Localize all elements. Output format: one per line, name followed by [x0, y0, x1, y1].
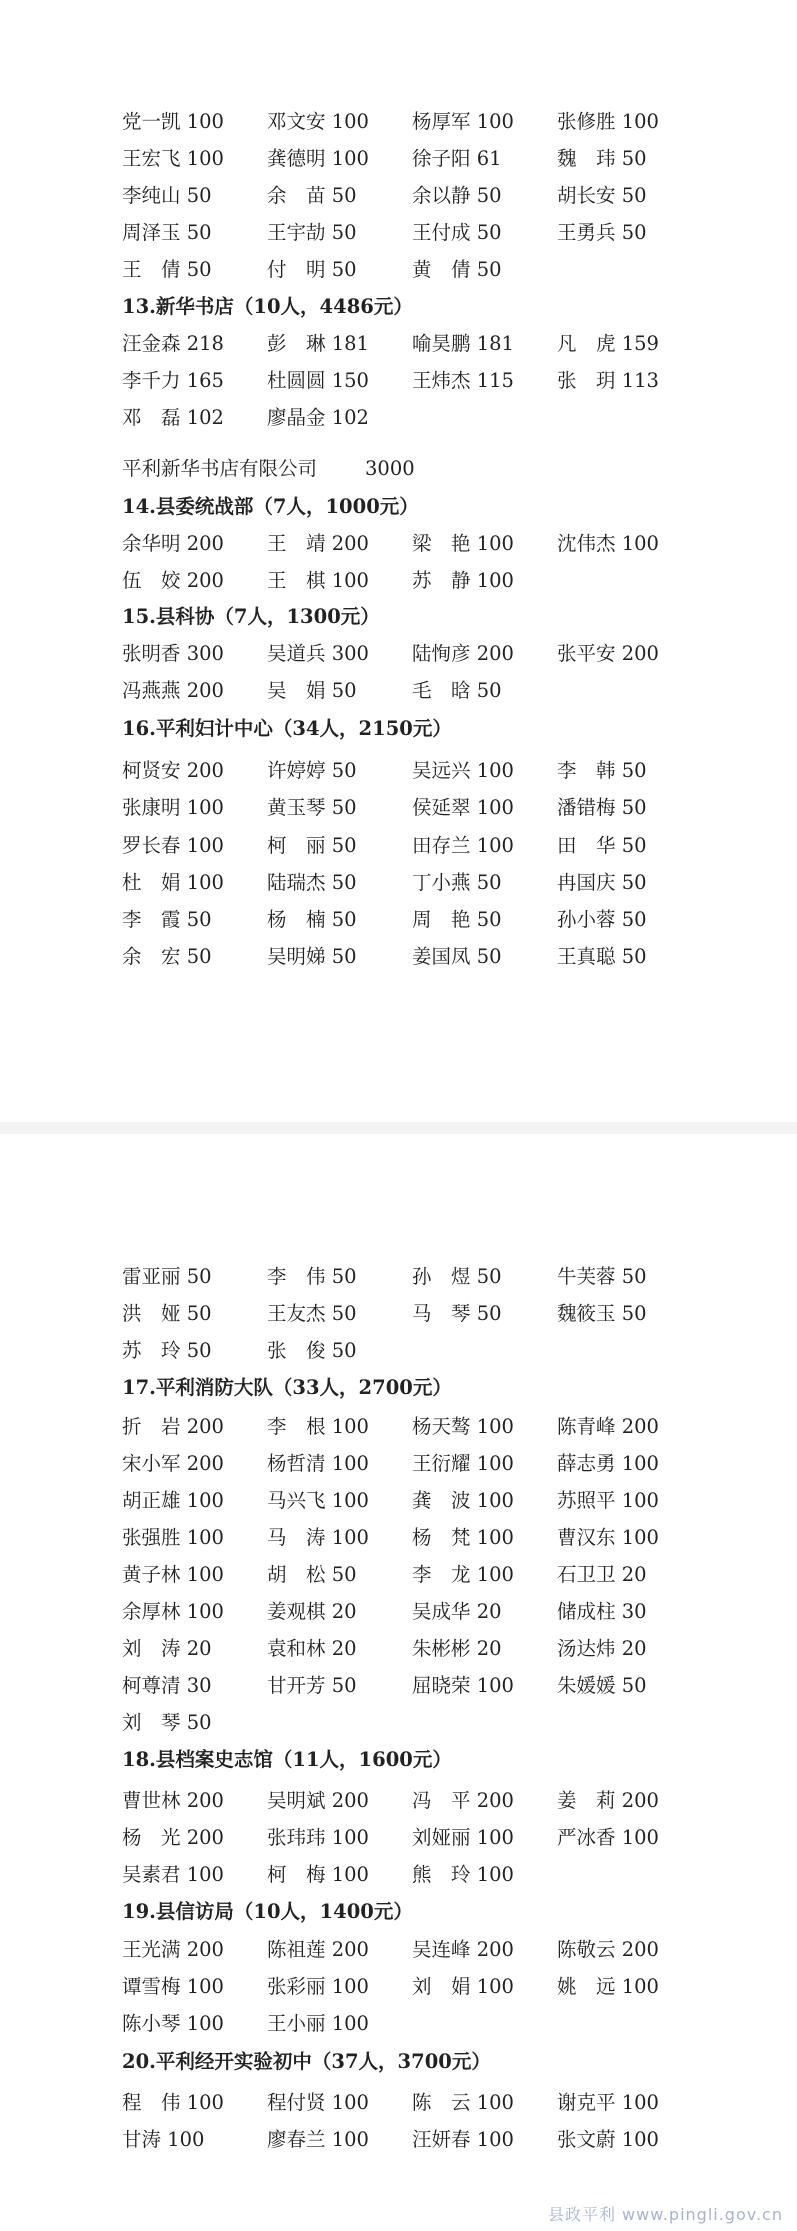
donor-entry: 陈小琴 100 [122, 2012, 224, 2035]
donor-entry: 李纯山 50 [122, 184, 212, 207]
donor-entry: 邓文安 100 [267, 110, 369, 133]
donor-entry: 汪金森 218 [122, 332, 224, 355]
donor-entry: 苏照平 100 [557, 1489, 659, 1512]
donor-entry: 王 棋 100 [267, 569, 369, 592]
donor-entry: 刘 娟 100 [412, 1975, 514, 1998]
donor-entry: 张康明 100 [122, 796, 224, 819]
donor-entry: 吴连峰 200 [412, 1938, 514, 1961]
donor-entry: 姜 莉 200 [557, 1789, 659, 1812]
donor-entry: 李千力 165 [122, 369, 224, 392]
donor-entry: 邓 磊 102 [122, 406, 224, 429]
section-heading: 15.县科协（7人，1300元） [122, 605, 380, 628]
donor-entry: 杨 光 200 [122, 1826, 224, 1849]
donor-entry: 杨厚军 100 [412, 110, 514, 133]
donor-entry: 龚 波 100 [412, 1489, 514, 1512]
donor-entry: 吴道兵 300 [267, 642, 369, 665]
donor-entry: 杜 娟 100 [122, 871, 224, 894]
donor-entry: 甘涛 100 [122, 2128, 205, 2151]
donor-entry: 洪 娅 50 [122, 1302, 212, 1325]
donor-entry: 王宇劼 50 [267, 221, 357, 244]
donor-entry: 储成柱 30 [557, 1600, 647, 1623]
donor-entry: 刘娅丽 100 [412, 1826, 514, 1849]
donor-entry: 张明香 300 [122, 642, 224, 665]
donor-entry: 甘开芳 50 [267, 1674, 357, 1697]
donor-entry: 程 伟 100 [122, 2091, 224, 2114]
donor-entry: 吴明娣 50 [267, 945, 357, 968]
donor-entry: 张文蔚 100 [557, 2128, 659, 2151]
donor-entry: 曹汉东 100 [557, 1526, 659, 1549]
donor-entry: 石卫卫 20 [557, 1563, 647, 1586]
donor-entry: 严冰香 100 [557, 1826, 659, 1849]
donor-entry: 谭雪梅 100 [122, 1975, 224, 1998]
donor-entry: 折 岩 200 [122, 1415, 224, 1438]
donor-entry: 薛志勇 100 [557, 1452, 659, 1475]
donor-entry: 杨天骜 100 [412, 1415, 514, 1438]
donor-entry: 黄子林 100 [122, 1563, 224, 1586]
donor-entry: 廖春兰 100 [267, 2128, 369, 2151]
donor-entry: 沈伟杰 100 [557, 532, 659, 555]
donor-entry: 屈晓荣 100 [412, 1674, 514, 1697]
donor-entry: 苏 玲 50 [122, 1339, 212, 1362]
donor-entry: 胡长安 50 [557, 184, 647, 207]
donor-entry: 喻昊鹏 181 [412, 332, 514, 355]
donor-entry: 吴素君 100 [122, 1863, 224, 1886]
donor-entry: 熊 玲 100 [412, 1863, 514, 1886]
donor-entry: 冯 平 200 [412, 1789, 514, 1812]
section-heading: 16.平利妇计中心（34人，2150元） [122, 717, 452, 740]
donor-entry: 李 龙 100 [412, 1563, 514, 1586]
donor-entry: 毛 晗 50 [412, 679, 502, 702]
site-watermark: 县政平利 www.pingli.gov.cn [547, 2205, 783, 2224]
donor-entry: 冉国庆 50 [557, 871, 647, 894]
donor-entry: 吴 娟 50 [267, 679, 357, 702]
donor-entry: 魏筱玉 50 [557, 1302, 647, 1325]
donor-entry: 王 靖 200 [267, 532, 369, 555]
donor-entry: 胡正雄 100 [122, 1489, 224, 1512]
section-heading: 13.新华书店（10人，4486元） [122, 295, 413, 318]
donor-entry: 杜圆圆 150 [267, 369, 369, 392]
donor-entry: 马兴飞 100 [267, 1489, 369, 1512]
donor-entry: 朱媛媛 50 [557, 1674, 647, 1697]
donor-entry: 余厚林 100 [122, 1600, 224, 1623]
donor-entry: 李 霞 50 [122, 908, 212, 931]
donor-entry: 付 明 50 [267, 258, 357, 281]
donor-entry: 李 韩 50 [557, 759, 647, 782]
donor-entry: 吴远兴 100 [412, 759, 514, 782]
donor-entry: 罗长春 100 [122, 834, 224, 857]
donor-entry: 王衍耀 100 [412, 1452, 514, 1475]
donor-entry: 张平安 200 [557, 642, 659, 665]
donor-entry: 王炜杰 115 [412, 369, 514, 392]
donor-entry: 程付贤 100 [267, 2091, 369, 2114]
donor-entry: 柯 丽 50 [267, 834, 357, 857]
donor-entry: 平利新华书店有限公司 [122, 457, 318, 480]
donor-entry: 黄 倩 50 [412, 258, 502, 281]
donor-entry: 刘 涛 20 [122, 1637, 212, 1660]
donor-entry: 陈 云 100 [412, 2091, 514, 2114]
donor-entry: 丁小燕 50 [412, 871, 502, 894]
donor-entry: 廖晶金 102 [267, 406, 369, 429]
donor-entry: 刘 琴 50 [122, 1711, 212, 1734]
donor-entry: 曹世林 200 [122, 1789, 224, 1812]
donor-entry: 周 艳 50 [412, 908, 502, 931]
donor-entry: 杨 楠 50 [267, 908, 357, 931]
donor-entry: 王友杰 50 [267, 1302, 357, 1325]
donor-entry: 姚 远 100 [557, 1975, 659, 1998]
donor-entry: 陈青峰 200 [557, 1415, 659, 1438]
donor-entry: 王小丽 100 [267, 2012, 369, 2035]
donor-entry: 陆瑞杰 50 [267, 871, 357, 894]
donor-entry: 陆恂彦 200 [412, 642, 514, 665]
donor-entry: 王付成 50 [412, 221, 502, 244]
donor-entry: 张玮玮 100 [267, 1826, 369, 1849]
donor-entry: 柯尊清 30 [122, 1674, 212, 1697]
document-page-2 [0, 1134, 797, 2231]
donor-entry: 张修胜 100 [557, 110, 659, 133]
donor-entry: 彭 琳 181 [267, 332, 369, 355]
donor-entry: 陈敬云 200 [557, 1938, 659, 1961]
donor-entry: 朱彬彬 20 [412, 1637, 502, 1660]
donor-entry: 徐子阳 61 [412, 147, 502, 170]
donor-entry: 陈祖莲 200 [267, 1938, 369, 1961]
donor-entry: 张 俊 50 [267, 1339, 357, 1362]
section-heading: 14.县委统战部（7人，1000元） [122, 495, 419, 518]
donor-entry: 潘错梅 50 [557, 796, 647, 819]
donor-entry: 王勇兵 50 [557, 221, 647, 244]
donor-entry: 侯延翠 100 [412, 796, 514, 819]
donor-entry: 余 苗 50 [267, 184, 357, 207]
donor-entry: 汤达炜 20 [557, 1637, 647, 1660]
donor-entry: 孙小蓉 50 [557, 908, 647, 931]
donor-entry: 3000 [365, 457, 415, 480]
donor-entry: 田 华 50 [557, 834, 647, 857]
donor-entry: 龚德明 100 [267, 147, 369, 170]
donor-entry: 马 涛 100 [267, 1526, 369, 1549]
donor-entry: 王宏飞 100 [122, 147, 224, 170]
section-heading: 17.平利消防大队（33人，2700元） [122, 1376, 452, 1399]
donor-entry: 余以静 50 [412, 184, 502, 207]
donor-entry: 姜国凤 50 [412, 945, 502, 968]
section-heading: 20.平利经开实验初中（37人，3700元） [122, 2050, 491, 2073]
section-heading: 19.县信访局（10人，1400元） [122, 1900, 413, 1923]
donor-entry: 王真聪 50 [557, 945, 647, 968]
donor-entry: 梁 艳 100 [412, 532, 514, 555]
donor-entry: 孙 煜 50 [412, 1265, 502, 1288]
donor-entry: 冯燕燕 200 [122, 679, 224, 702]
donor-entry: 周泽玉 50 [122, 221, 212, 244]
donor-entry: 吴明斌 200 [267, 1789, 369, 1812]
donor-entry: 杨哲清 100 [267, 1452, 369, 1475]
donor-entry: 李 根 100 [267, 1415, 369, 1438]
donor-entry: 张彩丽 100 [267, 1975, 369, 1998]
donor-entry: 党一凯 100 [122, 110, 224, 133]
donor-entry: 雷亚丽 50 [122, 1265, 212, 1288]
donor-entry: 苏 静 100 [412, 569, 514, 592]
donor-entry: 杨 梵 100 [412, 1526, 514, 1549]
donor-entry: 王光满 200 [122, 1938, 224, 1961]
donor-entry: 胡 松 50 [267, 1563, 357, 1586]
donor-entry: 李 伟 50 [267, 1265, 357, 1288]
donor-entry: 柯 梅 100 [267, 1863, 369, 1886]
donor-entry: 余 宏 50 [122, 945, 212, 968]
donor-entry: 黄玉琴 50 [267, 796, 357, 819]
donor-entry: 伍 姣 200 [122, 569, 224, 592]
donor-entry: 宋小军 200 [122, 1452, 224, 1475]
donor-entry: 魏 玮 50 [557, 147, 647, 170]
donor-entry: 马 琴 50 [412, 1302, 502, 1325]
donor-entry: 谢克平 100 [557, 2091, 659, 2114]
donor-entry: 姜观棋 20 [267, 1600, 357, 1623]
donor-entry: 张 玥 113 [557, 369, 659, 392]
donor-entry: 袁和林 20 [267, 1637, 357, 1660]
donor-entry: 牛芙蓉 50 [557, 1265, 647, 1288]
donor-entry: 凡 虎 159 [557, 332, 659, 355]
donor-entry: 吴成华 20 [412, 1600, 502, 1623]
donor-entry: 许婷婷 50 [267, 759, 357, 782]
donor-entry: 张强胜 100 [122, 1526, 224, 1549]
donor-entry: 王 倩 50 [122, 258, 212, 281]
donor-entry: 余华明 200 [122, 532, 224, 555]
donor-entry: 田存兰 100 [412, 834, 514, 857]
donor-entry: 汪妍春 100 [412, 2128, 514, 2151]
section-heading: 18.县档案史志馆（11人，1600元） [122, 1748, 452, 1771]
donor-entry: 柯贤安 200 [122, 759, 224, 782]
